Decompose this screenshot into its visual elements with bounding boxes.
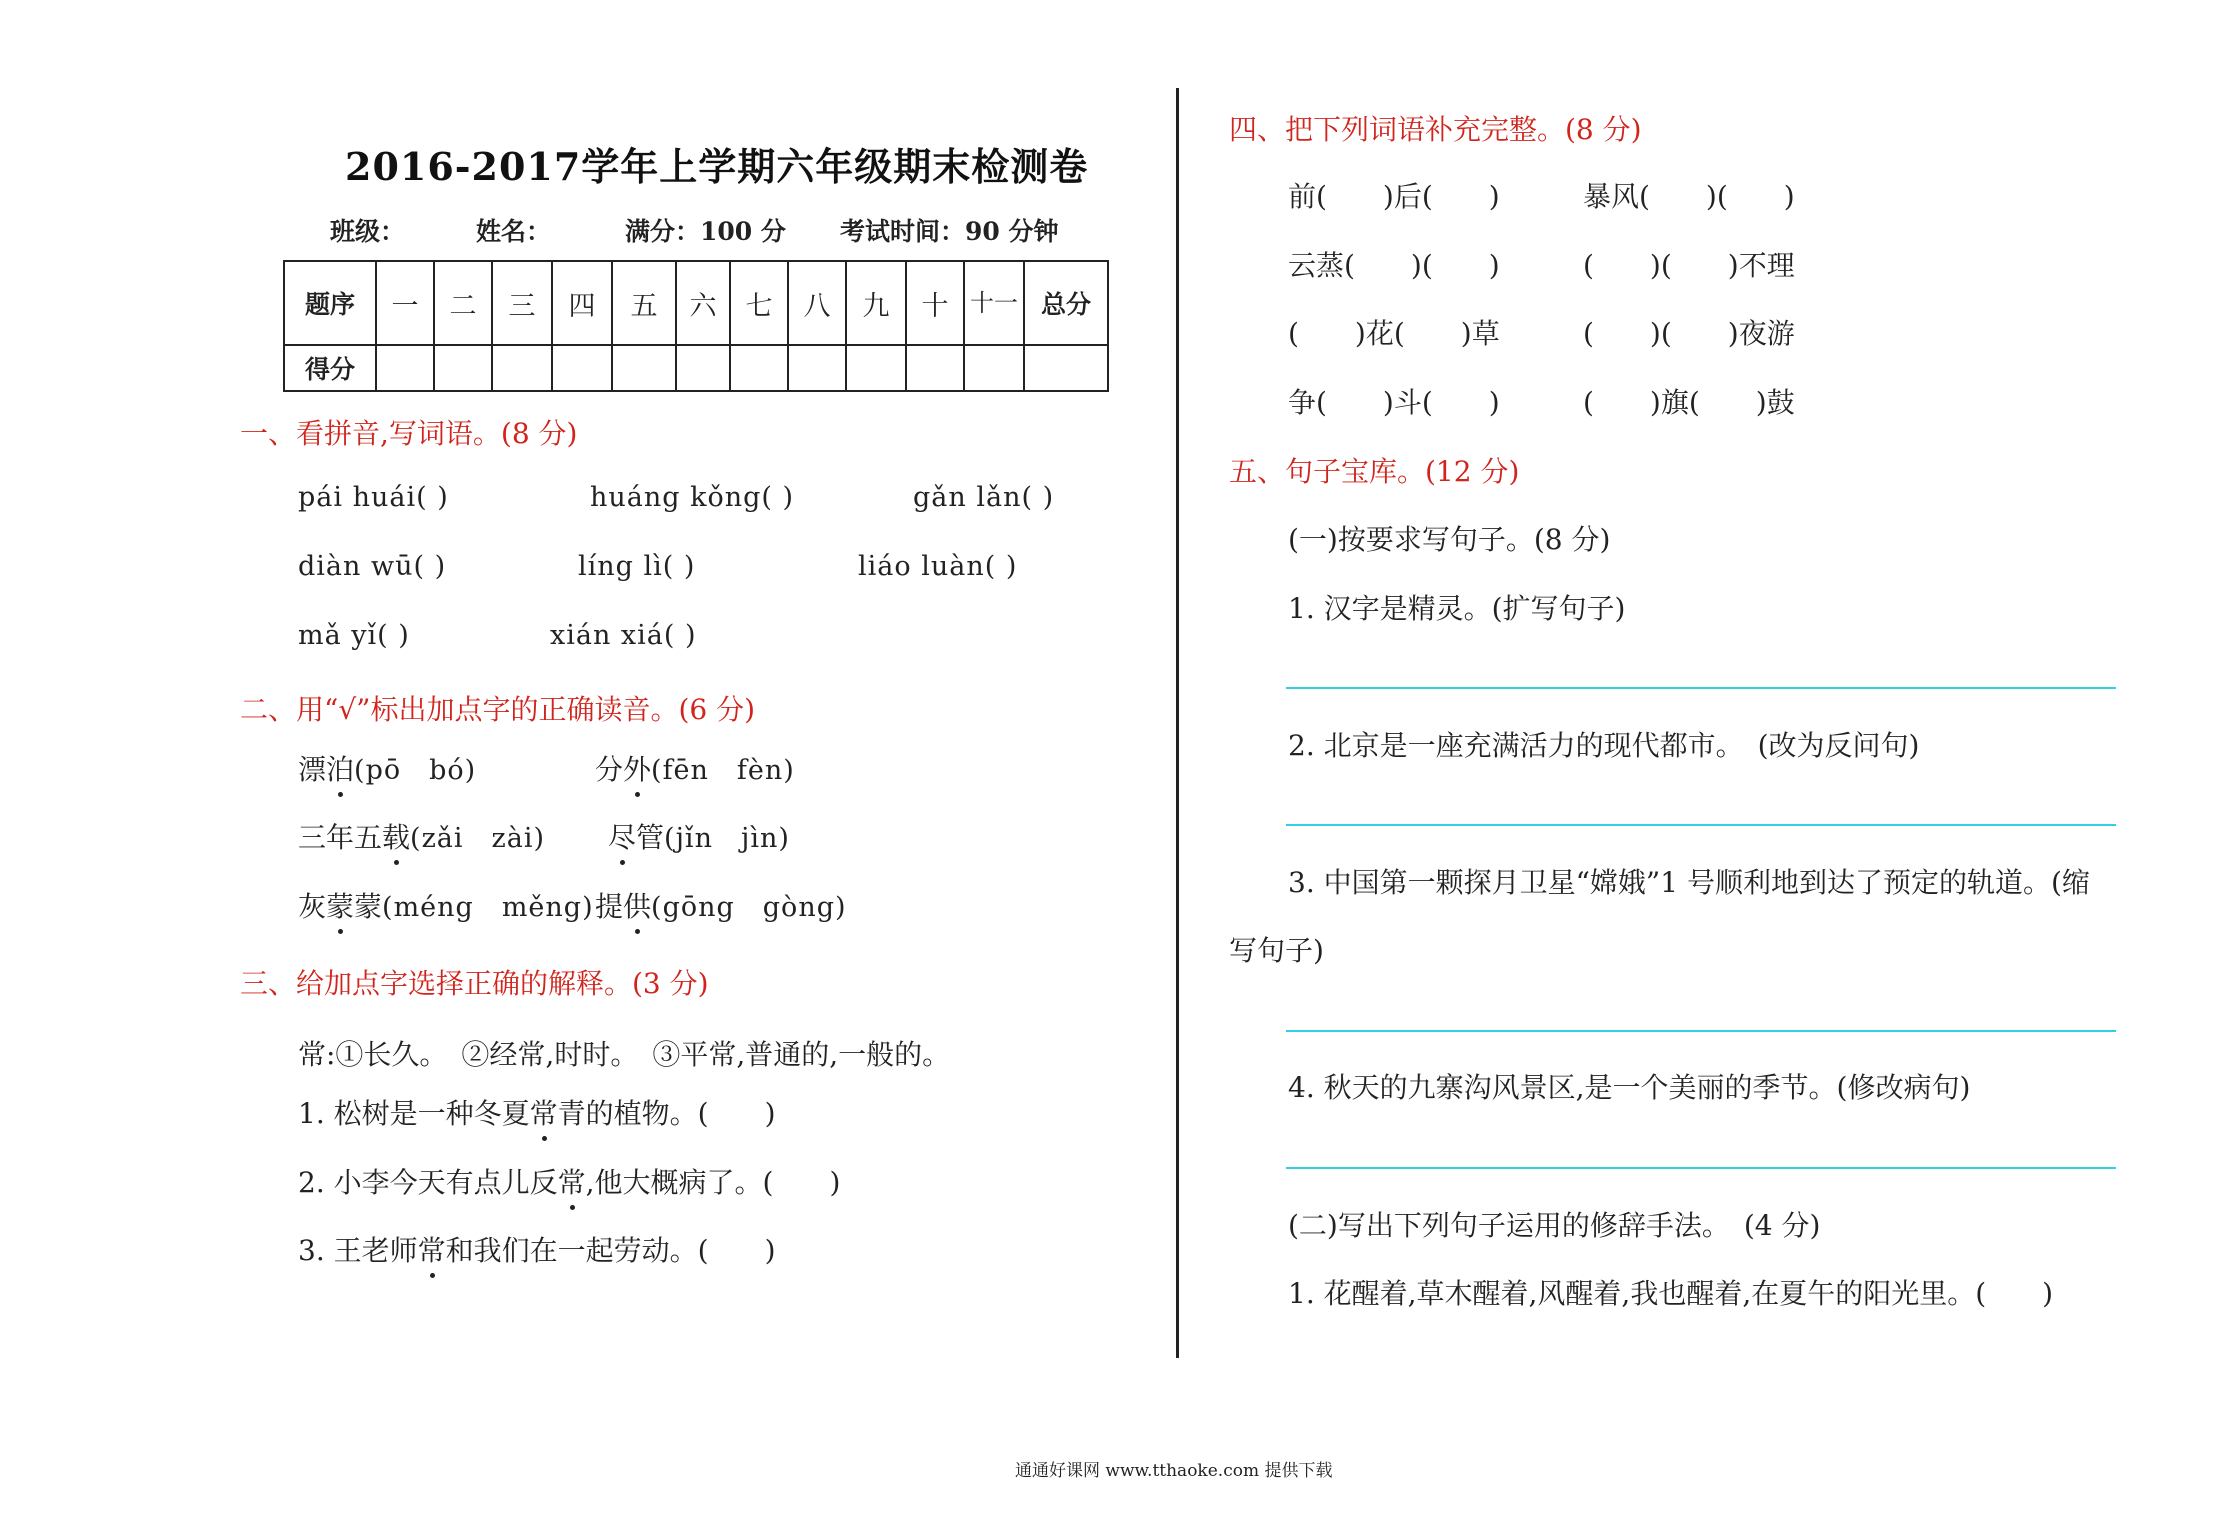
page-title: 2016-2017学年上学期六年级期末检测卷 [345,144,1089,189]
col-header: 二 [434,261,492,345]
col-header: 一 [376,261,434,345]
pinyin-item: xián xiá( ) [550,620,697,651]
question-3: 3. 中国第一颗探月卫星“嫦娥”1 号顺利地到达了预定的轨道。(缩 [1288,866,2090,899]
score-cell[interactable] [376,345,434,391]
idiom-item: ( )( )夜游 [1583,317,1795,350]
dotted-char: 尽 [608,816,636,856]
score-cell[interactable] [492,345,552,391]
dotted-char: 载 [382,816,410,856]
section-5-heading: 五、句子宝库。(12 分) [1229,455,1520,488]
idiom-item: 云蒸( )( ) [1288,249,1500,282]
reading-item: 尽管(jǐn jìn) [608,816,790,856]
section-3-heading: 三、给加点字选择正确的解释。(3 分) [240,967,709,1000]
score-cell[interactable] [964,345,1024,391]
question-2: 2. 北京是一座充满活力的现代都市。 (改为反问句) [1288,729,1920,762]
col-header: 四 [552,261,612,345]
pinyin-item: diàn wū( ) [298,551,447,582]
section-2-heading: 二、用“√”标出加点字的正确读音。(6 分) [240,693,756,726]
total-label: 总分 [1024,261,1108,345]
score-table [283,260,1109,392]
footer-credit: 通通好课网 www.tthaoke.com 提供下载 [1015,1461,1333,1481]
section-4-heading: 四、把下列词语补充完整。(8 分) [1229,113,1642,146]
idiom-item: ( )旗( )鼓 [1583,386,1795,419]
dotted-char: 常 [558,1161,586,1201]
question-1: 1. 汉字是精灵。(扩写句子) [1288,592,1626,625]
question-item: 1. 松树是一种冬夏常青的植物。( ) [298,1092,776,1132]
col-header: 七 [730,261,788,345]
full-score: 满分：100 分 [625,217,786,246]
col-header: 十一 [964,261,1024,345]
col-header: 十 [906,261,964,345]
col-header: 三 [492,261,552,345]
dotted-char: 供 [623,885,651,925]
answer-line[interactable] [1286,687,2116,689]
pinyin-item: gǎn lǎn( ) [913,482,1055,513]
question-item: 2. 小李今天有点儿反常,他大概病了。( ) [298,1161,840,1201]
col-header: 九 [846,261,906,345]
reading-item: 分外(fēn fèn) [595,748,795,788]
score-cell[interactable] [846,345,906,391]
reading-item: 提供(gōng gòng) [595,885,847,925]
row-label-score: 得分 [284,345,376,391]
reading-item: 漂泊(pō bó) [298,748,476,788]
score-cell[interactable] [730,345,788,391]
score-cell[interactable] [1024,345,1108,391]
section-1-heading: 一、看拼音,写词语。(8 分) [240,417,578,450]
idiom-item: 前( )后( ) [1288,180,1500,213]
dotted-char: 常 [530,1092,558,1132]
pinyin-item: mǎ yǐ( ) [298,620,410,651]
meanings: 常:①长久。 ②经常,时时。 ③平常,普通的,一般的。 [298,1038,951,1071]
score-cell[interactable] [552,345,612,391]
answer-line[interactable] [1286,1030,2116,1032]
name-label: 姓名： [476,217,552,246]
col-header: 五 [612,261,676,345]
question-3-cont: 写句子) [1229,934,1324,967]
idiom-item: 争( )斗( ) [1288,386,1500,419]
column-divider [1176,88,1179,1358]
exam-time: 考试时间：90 分钟 [840,217,1059,246]
idiom-item: 暴风( )( ) [1583,180,1795,213]
score-cell[interactable] [676,345,730,391]
score-cell[interactable] [788,345,846,391]
class-label: 班级： [330,217,406,246]
score-cell[interactable] [906,345,964,391]
col-header: 六 [676,261,730,345]
dotted-char: 常 [418,1229,446,1269]
answer-line[interactable] [1286,1167,2116,1169]
question-item: 3. 王老师常和我们在一起劳动。( ) [298,1229,776,1269]
dotted-char: 泊 [326,748,354,788]
pinyin-item: pái huái( ) [298,482,449,513]
dotted-char: 蒙 [326,885,354,925]
row-label-number: 题序 [284,261,376,345]
pinyin-item: liáo luàn( ) [858,551,1018,582]
reading-item: 三年五载(zǎi zài) [298,816,545,856]
idiom-item: ( )花( )草 [1288,317,1500,350]
dotted-char: 外 [623,748,651,788]
question-4: 4. 秋天的九寨沟风景区,是一个美丽的季节。(修改病句) [1288,1071,1971,1104]
col-header: 八 [788,261,846,345]
idiom-item: ( )( )不理 [1583,249,1795,282]
score-cell[interactable] [612,345,676,391]
pinyin-item: líng lì( ) [578,551,696,582]
pinyin-item: huáng kǒng( ) [590,482,795,513]
question-5: 1. 花醒着,草木醒着,风醒着,我也醒着,在夏午的阳光里。( ) [1288,1277,2054,1310]
score-cell[interactable] [434,345,492,391]
reading-item: 灰蒙蒙(méng měng) [298,885,594,925]
subsection-1: (一)按要求写句子。(8 分) [1288,523,1611,556]
subsection-2: (二)写出下列句子运用的修辞手法。 (4 分) [1288,1209,1821,1242]
answer-line[interactable] [1286,824,2116,826]
